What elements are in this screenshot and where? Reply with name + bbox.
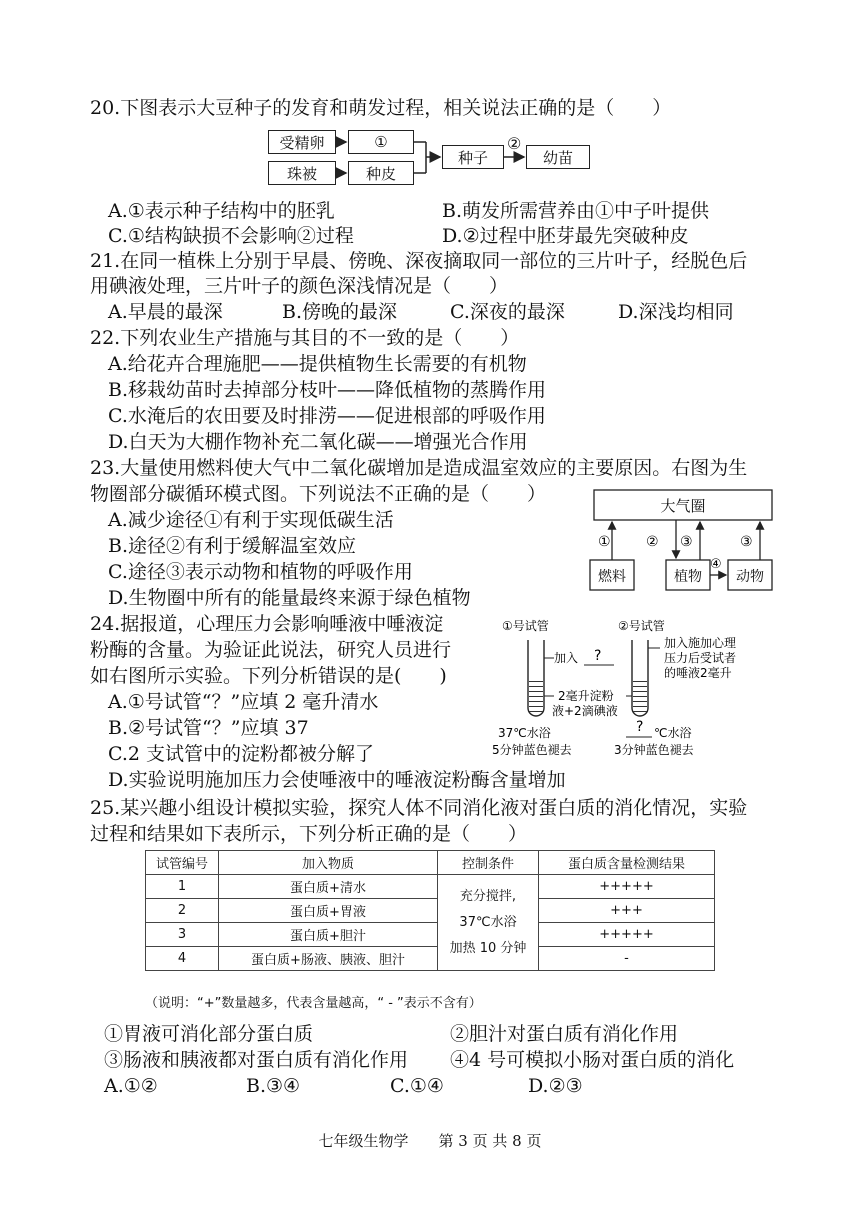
q23-option-b: B.途径②有利于缓解温室效应: [108, 535, 357, 557]
q20-option-b: B.萌发所需营养由①中子叶提供: [442, 200, 710, 222]
q21-stem-1: 21.在同一植株上分别于早晨、傍晚、深夜摘取同一部位的三片叶子，经脱色后: [90, 250, 748, 272]
carbon-cycle-diagram: [588, 488, 778, 596]
q24-stem-3: 如右图所示实验。下列分析错误的是( ): [90, 665, 447, 687]
q24-option-d: D.实验说明施加压力会使唾液中的唾液淀粉酶含量增加: [108, 769, 566, 791]
cell-substance: 蛋白质+清水: [219, 875, 438, 899]
q24-option-a: A.①号试管“？”应填 2 毫升清水: [108, 691, 379, 713]
q24-stem-2: 粉酶的含量。为验证此说法，研究人员进行: [90, 639, 452, 661]
q25-option-c: C.①④: [390, 1075, 444, 1097]
tube-1-label: ①号试管: [502, 619, 549, 633]
q23-option-a: A.减少途径①有利于实现低碳生活: [108, 509, 394, 531]
box-seedling: 幼苗: [526, 145, 590, 169]
table-row: [146, 947, 715, 971]
q21-option-d: D.深浅均相同: [618, 301, 734, 323]
animal-label: 动物: [736, 569, 764, 585]
fade-1-label: 5分钟蓝色褪去: [492, 743, 572, 757]
cell-result: +++++: [539, 875, 715, 899]
q24-stem-1: 24.据报道，心理压力会影响唾液中唾液淀: [90, 613, 444, 635]
q22-option-a: A.给花卉合理施肥——提供植物生长需要的有机物: [108, 353, 527, 375]
q22-option-b: B.移栽幼苗时去掉部分枝叶——降低植物的蒸腾作用: [108, 379, 547, 401]
cell-condition: [438, 875, 539, 971]
q21-option-b: B.傍晚的最深: [282, 301, 398, 323]
header-substance: 加入物质: [219, 851, 438, 875]
cell-id: 2: [146, 899, 219, 923]
path-3b-label: ③: [740, 534, 753, 550]
atmosphere-label: 大气圈: [660, 497, 706, 515]
q25-stem-1: 25.某兴趣小组设计模拟实验，探究人体不同消化液对蛋白质的消化情况，实验: [90, 797, 748, 819]
page-footer: 七年级生物学 第 3 页 共 8 页: [318, 1132, 542, 1150]
table-row: [146, 923, 715, 947]
path-1-label: ①: [598, 534, 611, 550]
test-tube-diagram: [488, 614, 788, 764]
starch-label-2: 液+2滴碘液: [552, 704, 618, 718]
saliva-label-2: 压力后受试者: [664, 651, 737, 665]
q20-option-a: A.①表示种子结构中的胚乳: [108, 200, 335, 222]
fade-2-label: 3分钟蓝色褪去: [614, 743, 694, 757]
fuel-label: 燃料: [598, 569, 626, 585]
condition-line-3: 加热 10 分钟: [449, 940, 527, 956]
table-row: [146, 899, 715, 923]
q20-option-d: D.②过程中胚芽最先突破种皮: [442, 225, 689, 247]
box-seed-coat: 种皮: [348, 161, 414, 185]
cell-id: 3: [146, 923, 219, 947]
q25-option-b: B.③④: [246, 1075, 301, 1097]
q21-option-a: A.早晨的最深: [108, 301, 223, 323]
q23-option-d: D.生物圈中所有的能量最终来源于绿色植物: [108, 587, 471, 609]
q23-option-c: C.途径③表示动物和植物的呼吸作用: [108, 561, 413, 583]
path-2-label: ②: [646, 534, 659, 550]
cell-substance: 蛋白质+胆汁: [219, 923, 438, 947]
starch-label-1: 2毫升淀粉: [558, 689, 614, 703]
q21-stem-2: 用碘液处理，三片叶子的颜色深浅情况是（ ）: [90, 275, 509, 297]
q20-stem: 20.下图表示大豆种子的发育和萌发过程，相关说法正确的是（ ）: [90, 97, 672, 119]
q22-stem: 22.下列农业生产措施与其目的不一致的是（ ）: [90, 327, 520, 349]
saliva-label-3: 的唾液2毫升: [664, 666, 732, 680]
q25-statement-4: ④4 号可模拟小肠对蛋白质的消化: [450, 1049, 735, 1071]
cell-substance: 蛋白质+胃液: [219, 899, 438, 923]
q24-option-b: B.②号试管“？”应填 37: [108, 717, 309, 739]
box-seed: 种子: [442, 145, 504, 169]
tube-2-label: ②号试管: [618, 619, 665, 633]
q25-stem-2: 过程和结果如下表所示，下列分析正确的是（ ）: [90, 823, 528, 845]
q24-option-c: C.2 支试管中的淀粉都被分解了: [108, 743, 375, 765]
cell-substance: 蛋白质+肠液、胰液、胆汁: [219, 947, 438, 971]
q25-option-d: D.②③: [528, 1075, 583, 1097]
header-result: 蛋白质含量检测结果: [539, 851, 715, 875]
q21-option-c: C.深夜的最深: [450, 301, 565, 323]
cell-result: -: [539, 947, 715, 971]
condition-line-2: 37℃水浴: [459, 914, 517, 930]
plant-label: 植物: [674, 569, 702, 585]
cell-result: +++++: [539, 923, 715, 947]
q25-option-a: A.①②: [104, 1075, 158, 1097]
header-tube-id: 试管编号: [146, 851, 219, 875]
box-fertilized-egg: 受精卵: [268, 130, 336, 154]
arrow-process-2: ②: [507, 134, 522, 153]
table-row: [146, 875, 715, 899]
q23-stem-1: 23.大量使用燃料使大气中二氧化碳增加是造成温室效应的主要原因。右图为生: [90, 457, 748, 479]
box-structure-1: ①: [348, 130, 414, 154]
table-header-row: [146, 851, 715, 875]
cell-result: +++: [539, 899, 715, 923]
saliva-label-1: 加入施加心理: [664, 636, 737, 650]
bath-2-label: ℃水浴: [654, 726, 692, 740]
q22-option-c: C.水淹后的农田要及时排涝——促进根部的呼吸作用: [108, 405, 546, 427]
condition-line-1: 充分搅拌,: [459, 888, 517, 904]
tube-1-unknown: ?: [594, 648, 602, 664]
q25-statement-3: ③肠液和胰液都对蛋白质有消化作用: [104, 1049, 409, 1071]
path-3a-label: ③: [680, 534, 693, 550]
q25-statement-2: ②胆汁对蛋白质有消化作用: [450, 1023, 679, 1045]
table-note: （说明：“+”数量越多，代表含量越高，“ - ”表示不含有）: [145, 996, 482, 1011]
box-integument: 珠被: [268, 161, 336, 185]
q25-statement-1: ①胃液可消化部分蛋白质: [104, 1023, 314, 1045]
header-condition: 控制条件: [438, 851, 539, 875]
q22-option-d: D.白天为大棚作物补充二氧化碳——增强光合作用: [108, 431, 528, 453]
q23-stem-2: 物圈部分碳循环模式图。下列说法不正确的是（ ）: [90, 483, 547, 505]
path-4-label: ④: [710, 557, 722, 572]
add-label: 加入: [554, 651, 579, 665]
tube-2-unknown: ?: [636, 719, 644, 735]
bath-1-label: 37℃水浴: [498, 726, 551, 740]
cell-id: 1: [146, 875, 219, 899]
cell-id: 4: [146, 947, 219, 971]
experiment-table: [145, 850, 715, 971]
q20-option-c: C.①结构缺损不会影响②过程: [108, 225, 354, 247]
